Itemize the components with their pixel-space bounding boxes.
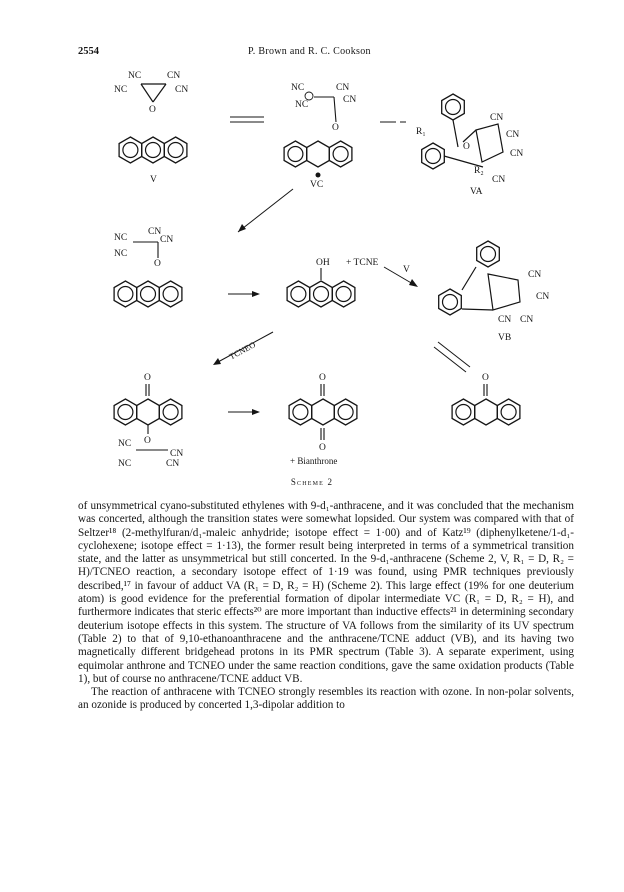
paragraph: of unsymmetrical cyano-substituted ethylenes with 9-d₁-anthracene, and it was concluded that the mechanism was concerted, although the transition states were somewhat lopsided. Our system was compared with that of Seltzer¹⁸ (2-methylfuran/d₁-maleic anhydride; isotope effect = 1·00) and of Katz¹⁹ (diphenylketene/1-d₁-cyclohexene; isotope effect = 1·13), the former result being interpreted in terms of a symmetrical transition state, and the latter as unsymmetrical but still concerted. In the 9-d₁-anthracene (Scheme 2, V, R₁ = D, R₂ = H)/TCNEO reaction, a secondary isotope effect of 1·19 was found, using PMR techniques previously described,¹⁷ in favour of adduct VA (R₁ = D, R₂ = H) (Scheme 2). This large effect (19% for one deuterium atom) is good evidence for the preferential formation of dipolar intermediate VC (R₁ = D, R₂ = H), and furthermore indicates that steric effects²⁰ are more important than inductive effects²¹ in determining secondary deuterium isotope effects in this system. The structure of VA follows from the similarity of its UV spectrum (Table 2) to that of 9,10-ethanoanthracene and the anthracene/TCNE adduct (VB), and its having two magnetically different bridgehead protons in its PMR spectrum (Table 3). A separate experiment, using equimolar anthrone and TCNEO under the same reaction conditions, gave the same oxidation products (Table 1), but of course no anthracene/TCNE adduct VB. xyxy=(78,500,574,685)
label-cn: CN xyxy=(498,315,512,325)
body-text xyxy=(78,500,574,713)
label-nc: NC xyxy=(114,249,128,259)
label-o: O xyxy=(319,373,326,383)
anthryl-ether xyxy=(114,227,182,307)
page-header xyxy=(78,46,564,60)
label-cn: CN xyxy=(166,459,180,469)
label-cn: CN xyxy=(175,85,189,95)
label-nc: NC xyxy=(114,233,128,243)
label-vb: VB xyxy=(498,333,512,343)
adduct-vb xyxy=(439,241,550,325)
label-o: O xyxy=(144,436,151,446)
anthracene xyxy=(119,137,187,163)
label-nc: NC xyxy=(128,71,142,81)
tcneo-epoxide xyxy=(114,71,188,115)
label-o: O xyxy=(463,142,470,152)
label-cn: CN xyxy=(148,227,162,237)
label-cn: CN xyxy=(492,175,506,185)
label-bianthrone: + Bianthrone xyxy=(290,456,338,466)
adduct-va xyxy=(416,94,523,185)
paragraph: The reaction of anthracene with TCNEO strongly resembles its reaction with ozone. In non-polar solvents, an ozonide is produced by concerted 1,3-dipolar addition to xyxy=(78,686,574,712)
label-cn: CN xyxy=(506,130,520,140)
label-nc: NC xyxy=(118,439,132,449)
anthrone xyxy=(452,373,520,425)
label-o: O xyxy=(144,373,151,383)
label-cn: CN xyxy=(536,292,550,302)
label-cn: CN xyxy=(336,83,350,93)
label-v-arrow: V xyxy=(403,265,410,275)
label-o: O xyxy=(332,123,339,133)
scheme-caption: Scheme 2 xyxy=(290,477,334,487)
label-nc: NC xyxy=(114,85,128,95)
anthrone-ether xyxy=(114,373,183,469)
equilibrium-arrow xyxy=(230,117,264,122)
running-title: P. Brown and R. C. Cookson xyxy=(248,46,371,57)
label-cn: CN xyxy=(520,315,534,325)
label-nc: NC xyxy=(291,83,305,93)
label-o: O xyxy=(154,259,161,269)
label-oh: OH xyxy=(316,258,330,268)
label-o: O xyxy=(319,443,326,453)
label-r2: R₂ xyxy=(474,166,484,176)
label-o: O xyxy=(482,373,489,383)
label-o: O xyxy=(149,105,156,115)
label-v: V xyxy=(150,175,157,185)
label-nc: NC xyxy=(118,459,132,469)
label-cn: CN xyxy=(170,449,184,459)
label-nc: NC xyxy=(295,100,309,110)
page-number: 2554 xyxy=(78,46,99,57)
label-cn: CN xyxy=(490,113,504,123)
label-r1: R₁ xyxy=(416,127,426,137)
plus-tcne: + TCNE xyxy=(346,258,379,268)
anthraquinone xyxy=(289,373,357,466)
label-cn: CN xyxy=(528,270,542,280)
label-va: VA xyxy=(470,187,483,197)
anthranol xyxy=(287,258,378,307)
dipolar-intermediate-vc xyxy=(284,83,356,178)
label-tcneo: TCNEO xyxy=(227,339,258,362)
label-cn: CN xyxy=(167,71,181,81)
label-cn: CN xyxy=(343,95,357,105)
label-cn: CN xyxy=(160,235,174,245)
label-vc: VC xyxy=(310,180,324,190)
label-cn: CN xyxy=(510,149,524,159)
reaction-scheme xyxy=(78,62,578,487)
